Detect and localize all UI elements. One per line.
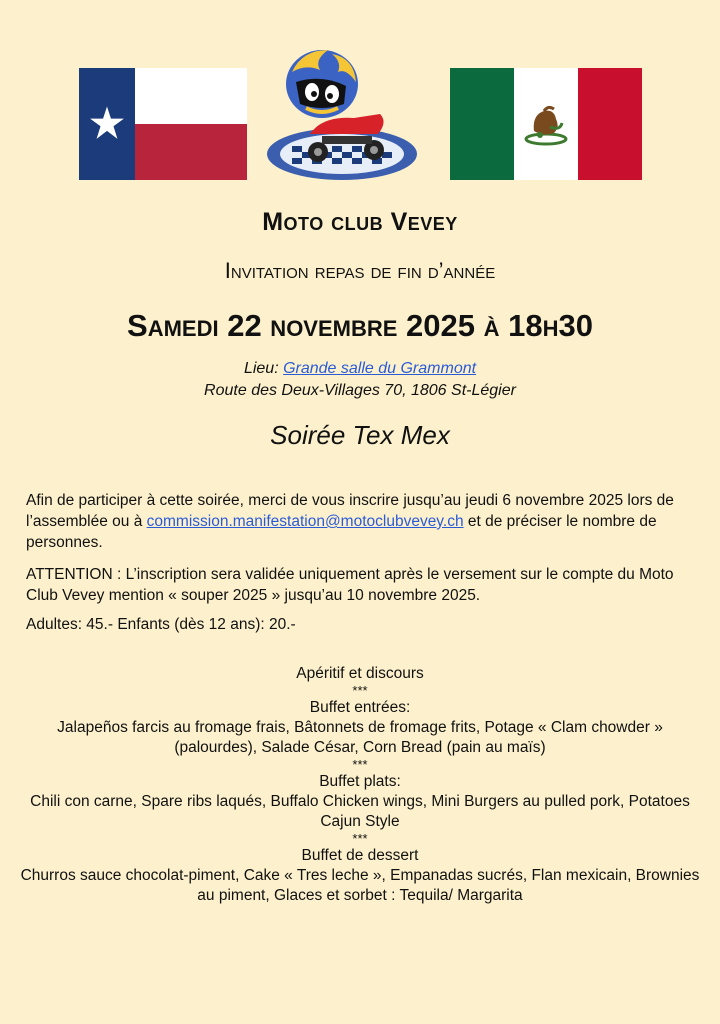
menu-section [0,664,720,906]
invitation-title: Invitation repas de fin d’année [224,258,496,283]
menu-plats-title: Buffet plats: [319,773,401,790]
menu-separator: *** [352,831,368,846]
menu-separator: *** [352,683,368,698]
menu-separator: *** [352,757,368,772]
location-block [0,358,720,402]
moto-club-helmet-logo [262,42,420,182]
texas-flag [79,68,247,180]
mexico-flag [450,68,642,180]
texas-flag-white-band [135,68,247,124]
mexico-flag-green-band [450,68,514,180]
menu-dessert-items: Churros sauce chocolat-piment, Cake « Tres leche », Empanadas sucrés, Flan mexicain, Brownies au piment, Glaces et sorbet : Tequila/ Margarita [20,867,700,904]
eagle-emblem-icon [520,101,572,147]
venue-link[interactable]: Grande salle du Grammont [283,360,477,377]
menu-entrees-title: Buffet entrées: [309,699,411,716]
star-icon [89,105,125,141]
mexico-flag-red-band [578,68,642,180]
texas-flag-red-band [135,124,247,180]
club-title: Moto club Vevey [262,208,458,236]
registration-text-before: Afin de participer à cette soirée, merci de vous inscrire jusqu’au jeudi 6 novembre 2025 lors de l’assemblée ou à [26,492,674,530]
menu-dessert-title: Buffet de dessert [301,847,419,864]
event-date: Samedi 22 novembre 2025 à 18h30 [127,308,593,343]
location-label: Lieu: [243,360,284,377]
venue-address: Route des Deux-Villages 70, 1806 St-Légier [204,382,516,399]
event-theme: Soirée Tex Mex [270,420,450,450]
attention-paragraph: ATTENTION : L’inscription sera validée uniquement après le versement sur le compte du Moto Club Vevey mention « souper 2025 » jusqu’au 10 novembre 2025. [26,566,674,604]
menu-plats-items: Chili con carne, Spare ribs laqués, Buffalo Chicken wings, Mini Burgers au pulled pork, Potatoes Cajun Style [30,793,690,830]
registration-paragraph [26,490,706,553]
registration-text-after: et de préciser le nombre de personnes. [26,513,657,551]
registration-email-link[interactable]: commission.manifestation@motoclubvevey.ch [146,513,464,530]
prices-line: Adultes: 45.- Enfants (dès 12 ans): 20.- [26,616,296,633]
menu-entrees-items: Jalapeños farcis au fromage frais, Bâtonnets de fromage frits, Potage « Clam chowder » (palourdes), Salade César, Corn Bread (pain au maïs) [57,719,663,756]
venue-line [0,358,720,380]
menu-aperitif: Apéritif et discours [296,665,424,682]
